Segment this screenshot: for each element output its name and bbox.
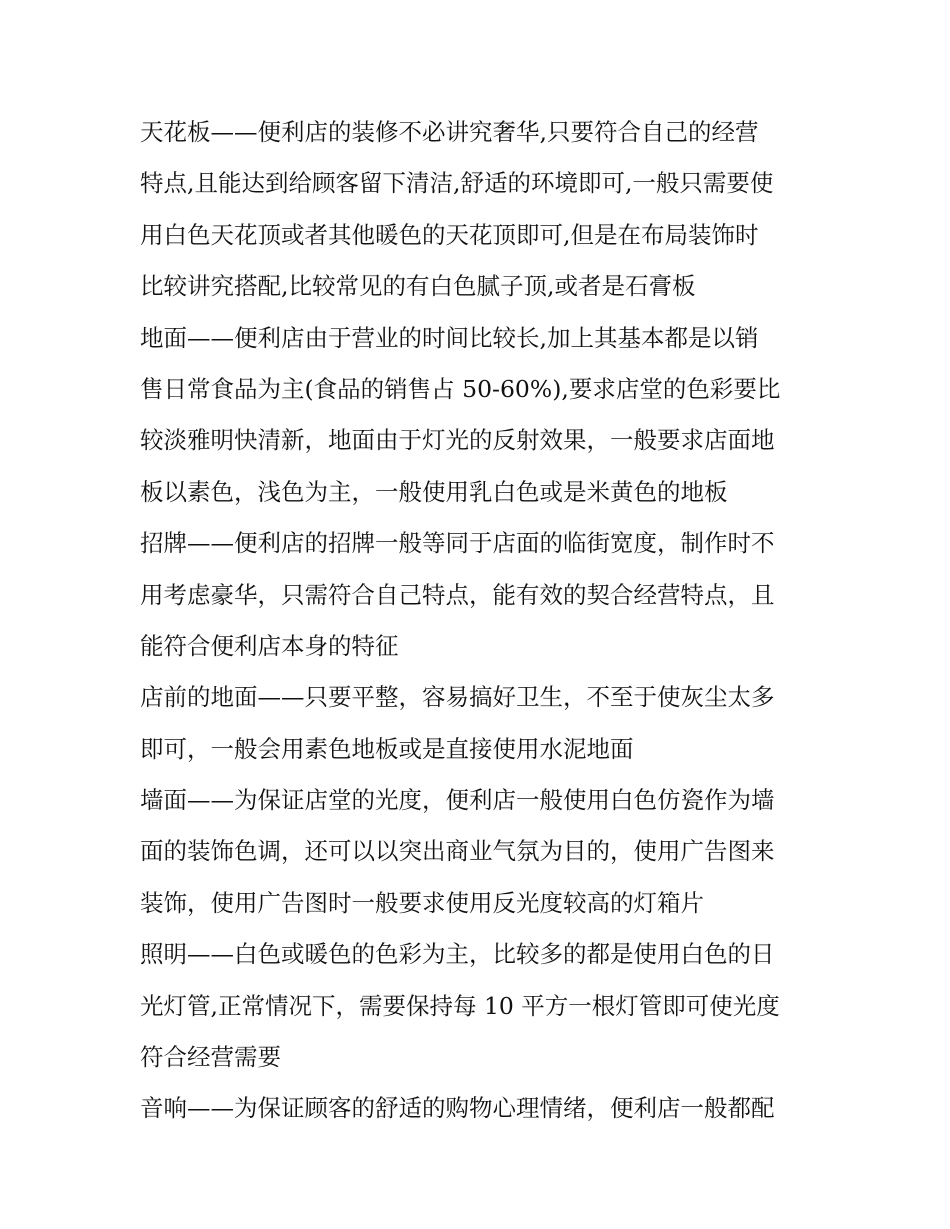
text-line: 招牌——便利店的招牌一般等同于店面的临街宽度，制作时不: [140, 529, 775, 558]
text-line: 用白色天花顶或者其他暖色的天花顶即可,但是在布局装饰时: [140, 220, 759, 249]
text-line: 光灯管,正常情况下，需要保持每 10 平方一根灯管即可使光度: [140, 991, 780, 1020]
text-line: 板以素色，浅色为主，一般使用乳白色或是米黄色的地板: [140, 477, 728, 506]
document-body: [140, 107, 820, 1135]
text-line: 即可，一般会用素色地板或是直接使用水泥地面: [140, 734, 634, 763]
text-line: 天花板——便利店的装修不必讲究奢华,只要符合自己的经营: [140, 118, 759, 146]
text-line: 用考虑豪华，只需符合自己特点，能有效的契合经营特点，且: [140, 580, 775, 609]
text-line: 地面——便利店由于营业的时间比较长,加上其基本都是以销: [140, 323, 759, 352]
text-line: 符合经营需要: [140, 1043, 281, 1072]
text-line: 店前的地面——只要平整，容易搞好卫生，不至于使灰尘太多: [140, 683, 775, 712]
text-line: 音响——为保证顾客的舒适的购物心理情绪，便利店一般都配: [140, 1094, 775, 1123]
text-line: 较淡雅明快清新，地面由于灯光的反射效果，一般要求店面地: [140, 426, 775, 455]
text-line: 售日常食品为主(食品的销售占 50-60%),要求店堂的色彩要比: [140, 374, 781, 403]
text-line: 特点,且能达到给顾客留下清洁,舒适的环境即可,一般只需要使: [140, 169, 774, 198]
text-line: 面的装饰色调，还可以以突出商业气氛为目的，使用广告图来: [140, 837, 775, 866]
text-line: 能符合便利店本身的特征: [140, 631, 399, 660]
text-line: 照明——白色或暖色的色彩为主，比较多的都是使用白色的日: [140, 940, 775, 969]
text-line: 装饰，使用广告图时一般要求使用反光度较高的灯箱片: [140, 888, 704, 917]
text-line: 比较讲究搭配,比较常见的有白色腻子顶,或者是石膏板: [140, 272, 696, 301]
text-line: 墙面——为保证店堂的光度，便利店一般使用白色仿瓷作为墙: [140, 786, 775, 815]
